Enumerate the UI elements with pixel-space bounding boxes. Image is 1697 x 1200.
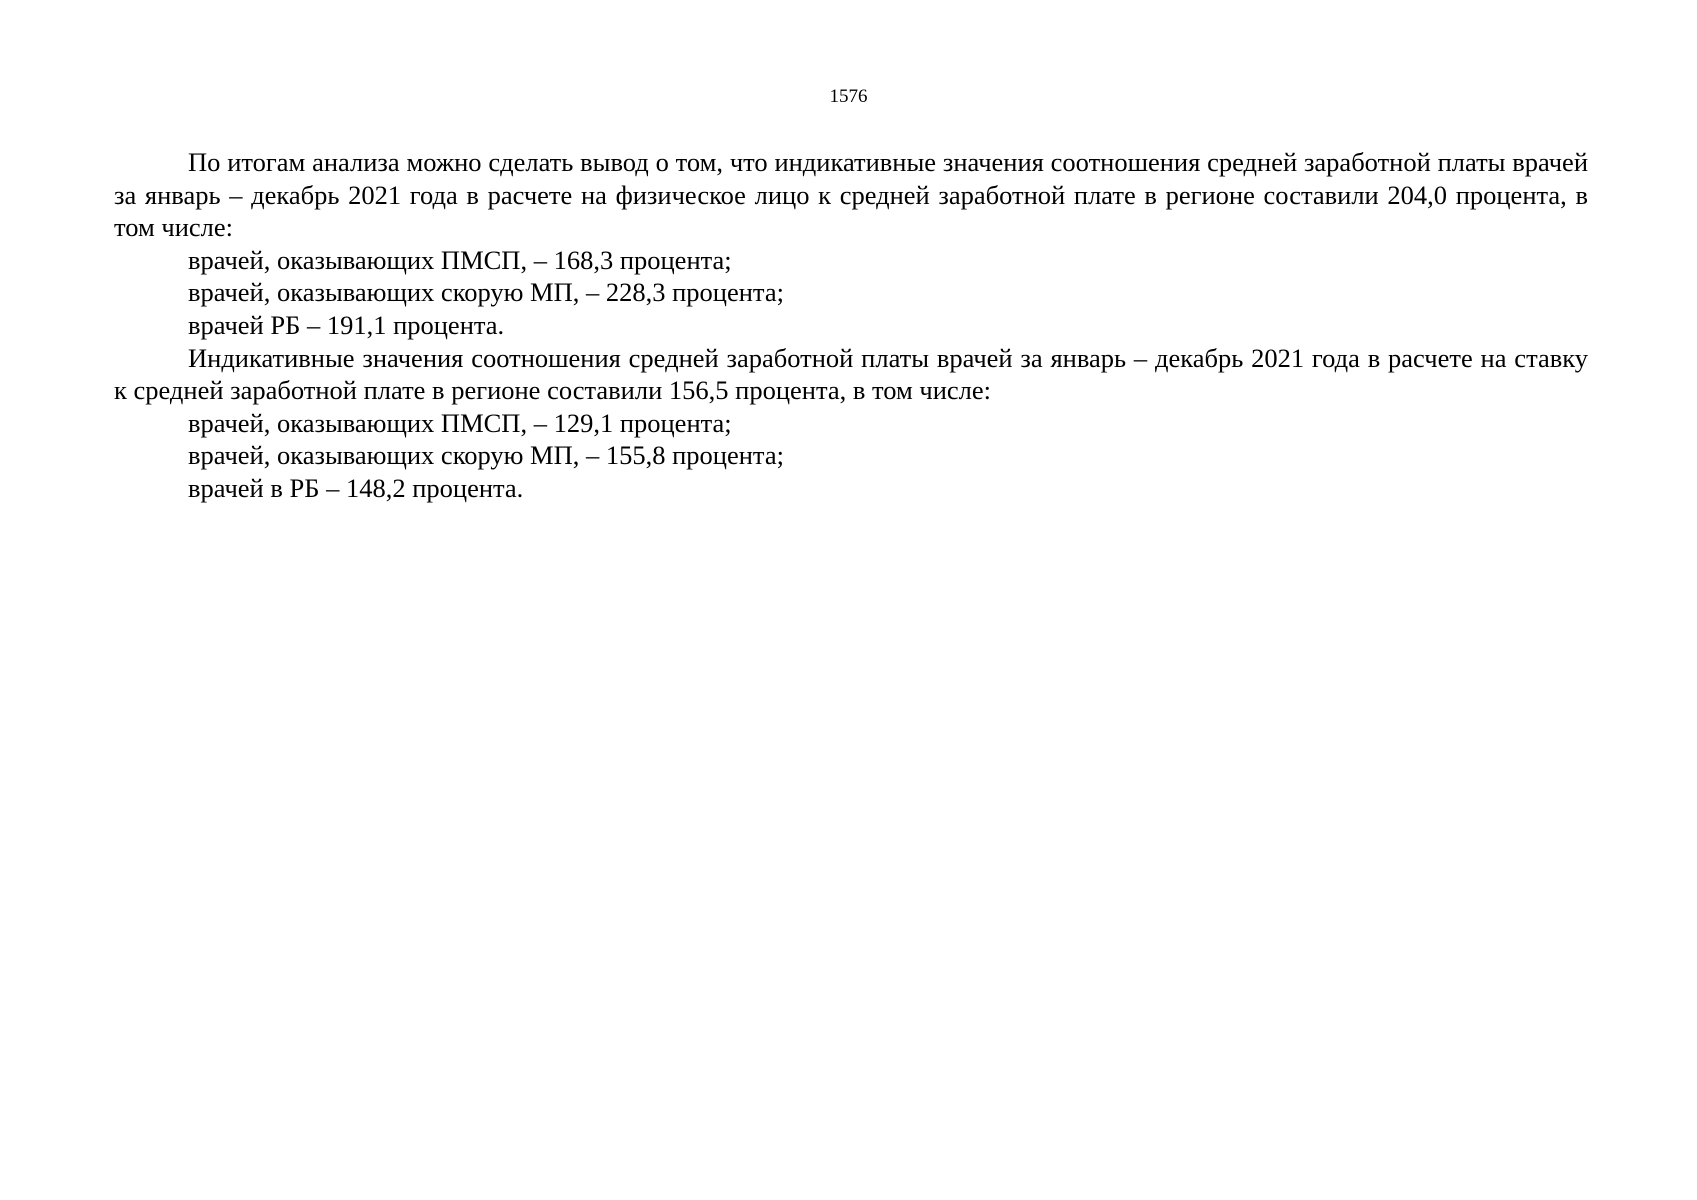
list-item-ambulance-per-person: врачей, оказывающих скорую МП, – 228,3 процента; xyxy=(188,277,784,308)
list-item-ambulance-per-rate: врачей, оказывающих скорую МП, – 155,8 процента; xyxy=(188,440,784,471)
list-item-pmsp-per-rate: врачей, оказывающих ПМСП, – 129,1 процента; xyxy=(188,407,732,438)
document-body xyxy=(114,146,1588,505)
list-item-rb-per-person: врачей РБ – 191,1 процента. xyxy=(188,309,505,340)
list-item-pmsp-per-person: врачей, оказывающих ПМСП, – 168,3 процента; xyxy=(188,244,732,275)
list-item-rb-per-rate: врачей в РБ – 148,2 процента. xyxy=(188,472,524,503)
paragraph-salary-per-person: По итогам анализа можно сделать вывод о том, что индикативные значения соотношения средней заработной платы врачей за январь – декабрь 2021 года в расчете на физическое лицо к средней заработной плате в регионе составили 204,0 процента, в том числе: xyxy=(114,147,1588,243)
page-number: 1576 xyxy=(829,86,868,107)
paragraph-salary-per-rate: Индикативные значения соотношения средней заработной платы врачей за январь – декабрь 2021 года в расчете на ставку к средней заработной плате в регионе составили 156,5 процента, в том числе: xyxy=(114,342,1588,406)
